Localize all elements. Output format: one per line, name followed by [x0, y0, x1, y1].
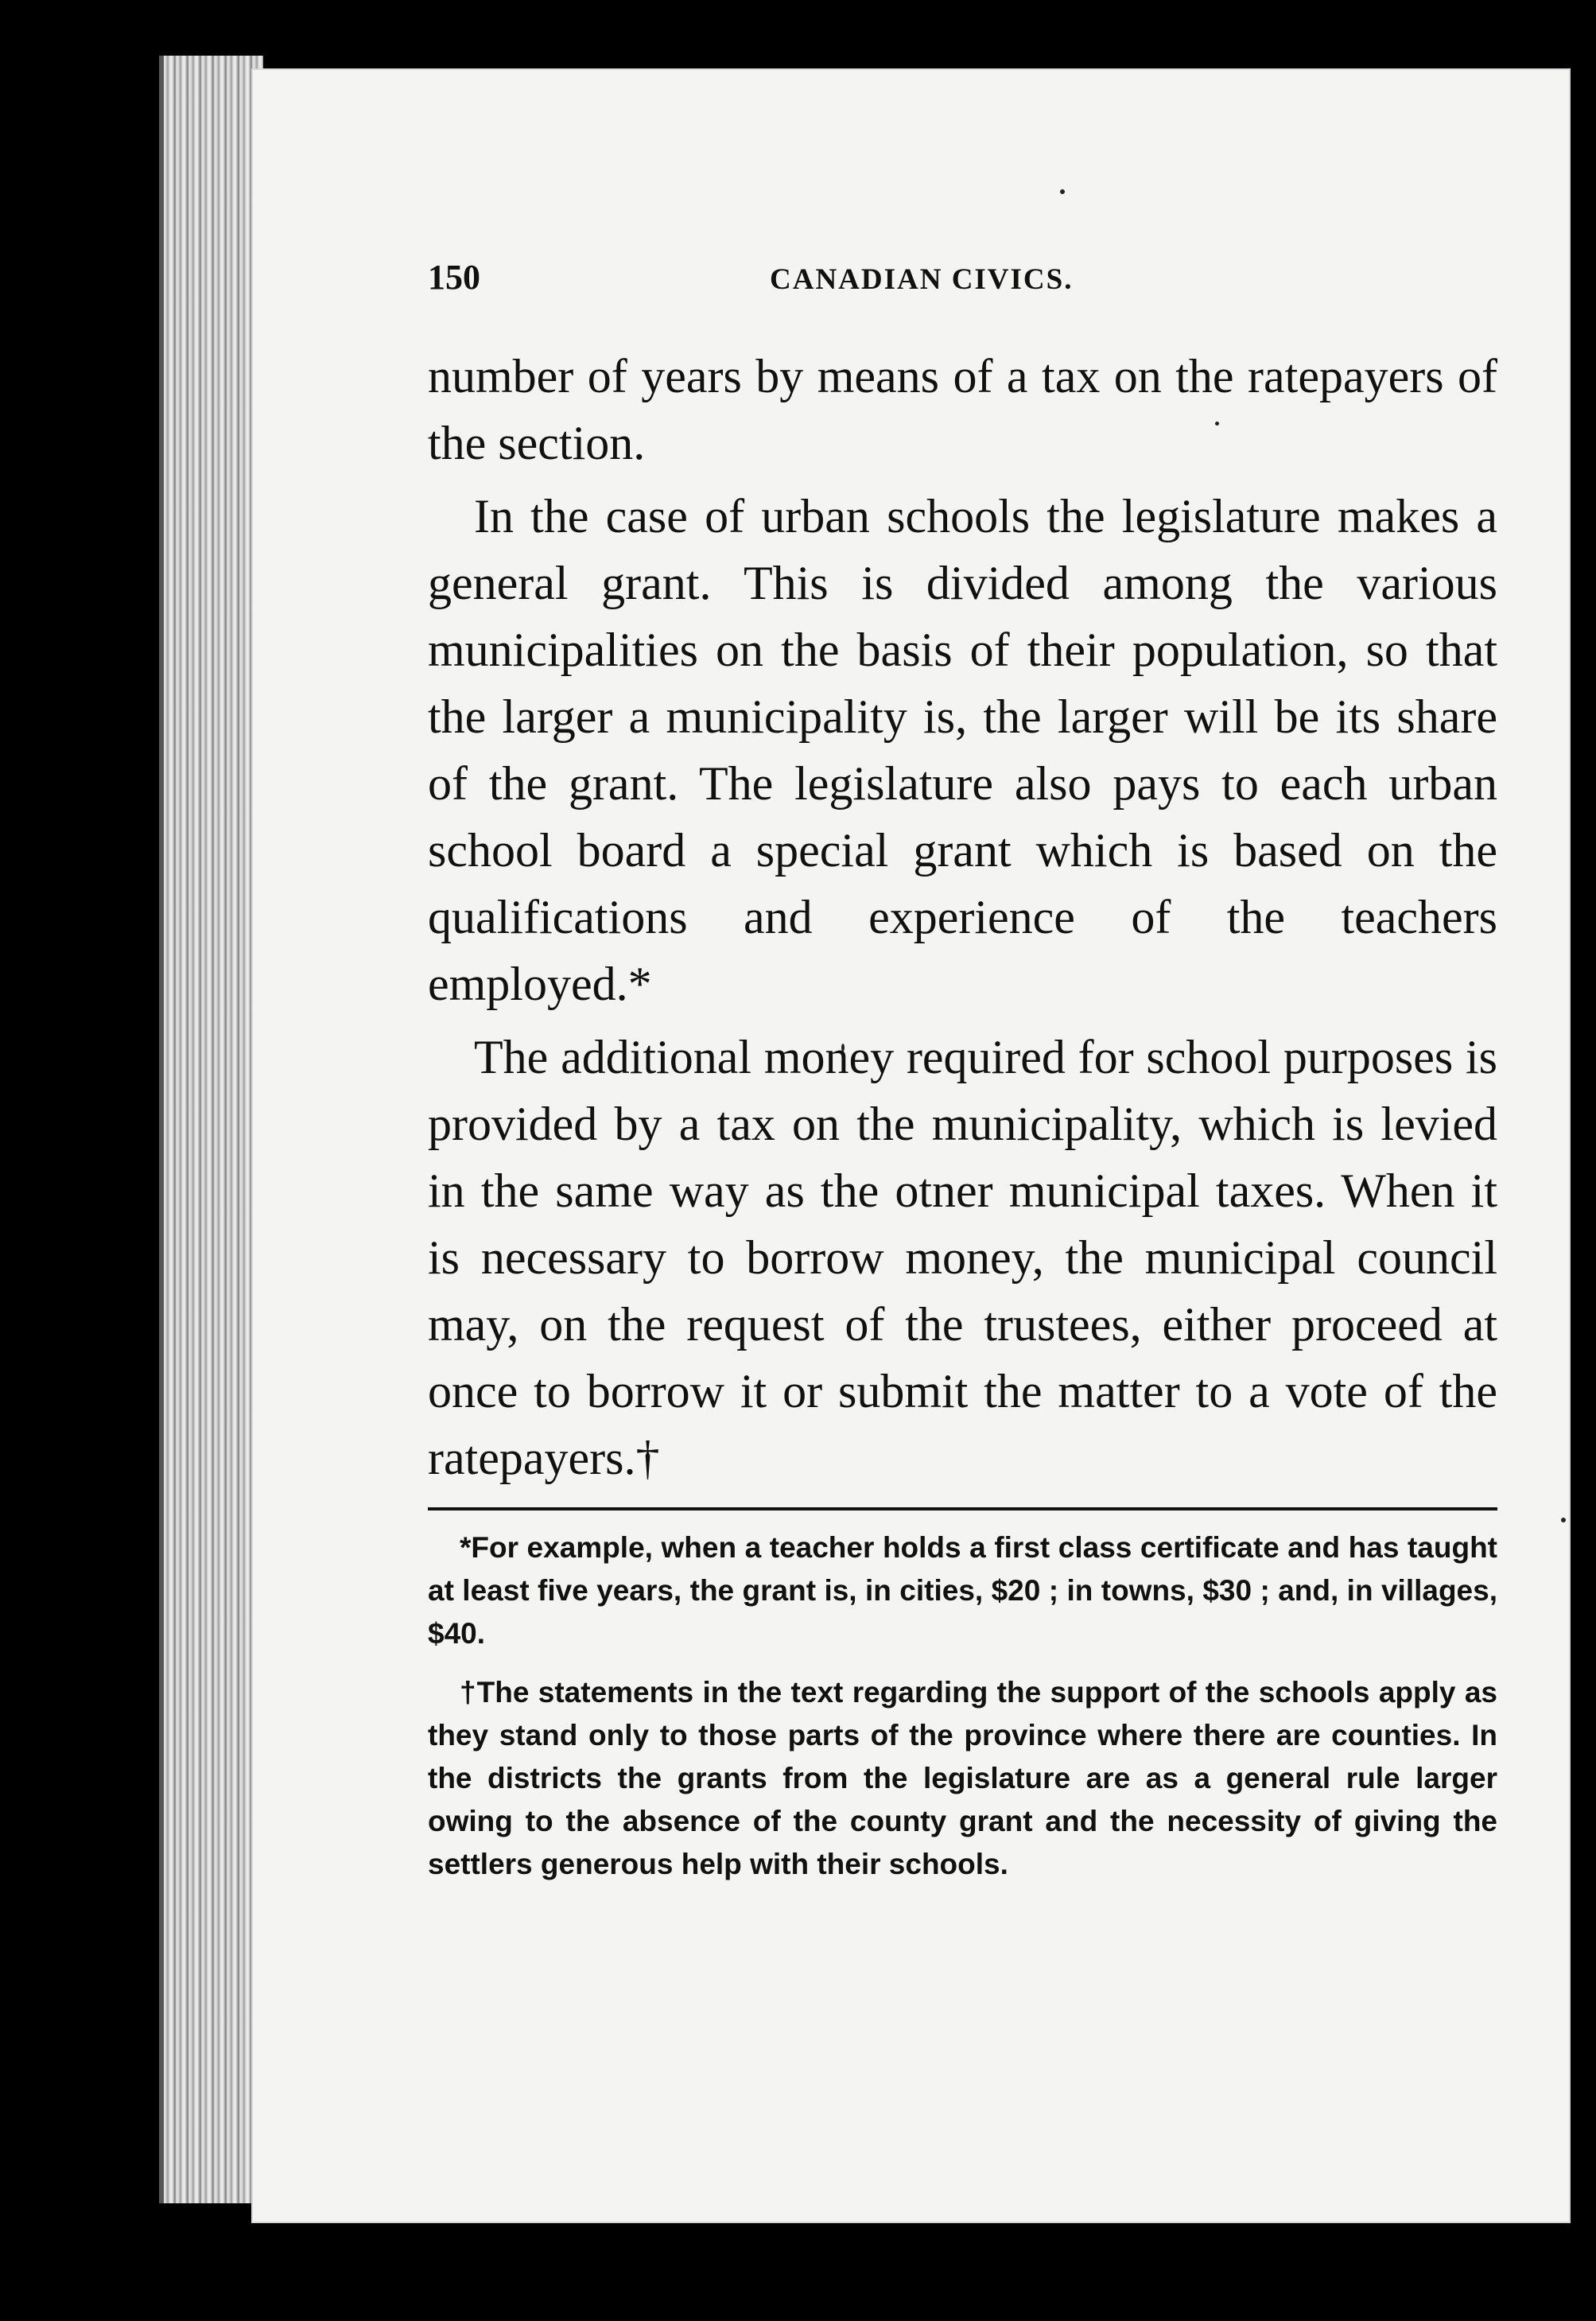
- book-page-edges: [159, 56, 263, 2203]
- running-title: CANADIAN CIVICS.: [770, 263, 1074, 296]
- running-header: [428, 257, 1497, 313]
- body-paragraph: The additional money required for school purposes is provided by a tax on the municipality, which is levied in the same way as the otner municipal taxes. When it is necessary to borrow money, the municipal council may, on the request of the trustees, either proceed at once to borrow it or submit the matter to a vote of the ratepayers.†: [428, 1031, 1497, 1484]
- body-paragraph: In the case of urban schools the legislature makes a general grant. This is divided among the various municipalities on the basis of their population, so that the larger a municipality is, the larger will be its share of the grant. The legislature also pays to each urban school board a special grant which is based on the qualifications and experience of the teachers employed.*: [428, 490, 1497, 1010]
- body-paragraph: number of years by means of a tax on the ratepayers of the section.: [428, 350, 1497, 469]
- page-content: [428, 257, 1497, 1886]
- page-number: 150: [428, 258, 480, 297]
- book-page: [253, 70, 1569, 2222]
- scan-speck: [1060, 189, 1065, 194]
- footnote-divider: [428, 1507, 1497, 1510]
- footnote: *For example, when a teacher holds a first class certificate and has taught at least five years, the grant is, in cities, $20 ; in towns, $30 ; and, in villages, $40.: [428, 1531, 1497, 1650]
- footnotes: [428, 1526, 1497, 1886]
- body-text: [428, 343, 1497, 1491]
- scan-speck: [1561, 1518, 1566, 1522]
- footnote: †The statements in the text regarding the support of the schools apply as they stand only to those parts of the province where there are counties. In the districts the grants from the legislature are as a general rule larger owing to the absence of the county grant and the necessity of giving the settlers generous help with their schools.: [428, 1676, 1497, 1880]
